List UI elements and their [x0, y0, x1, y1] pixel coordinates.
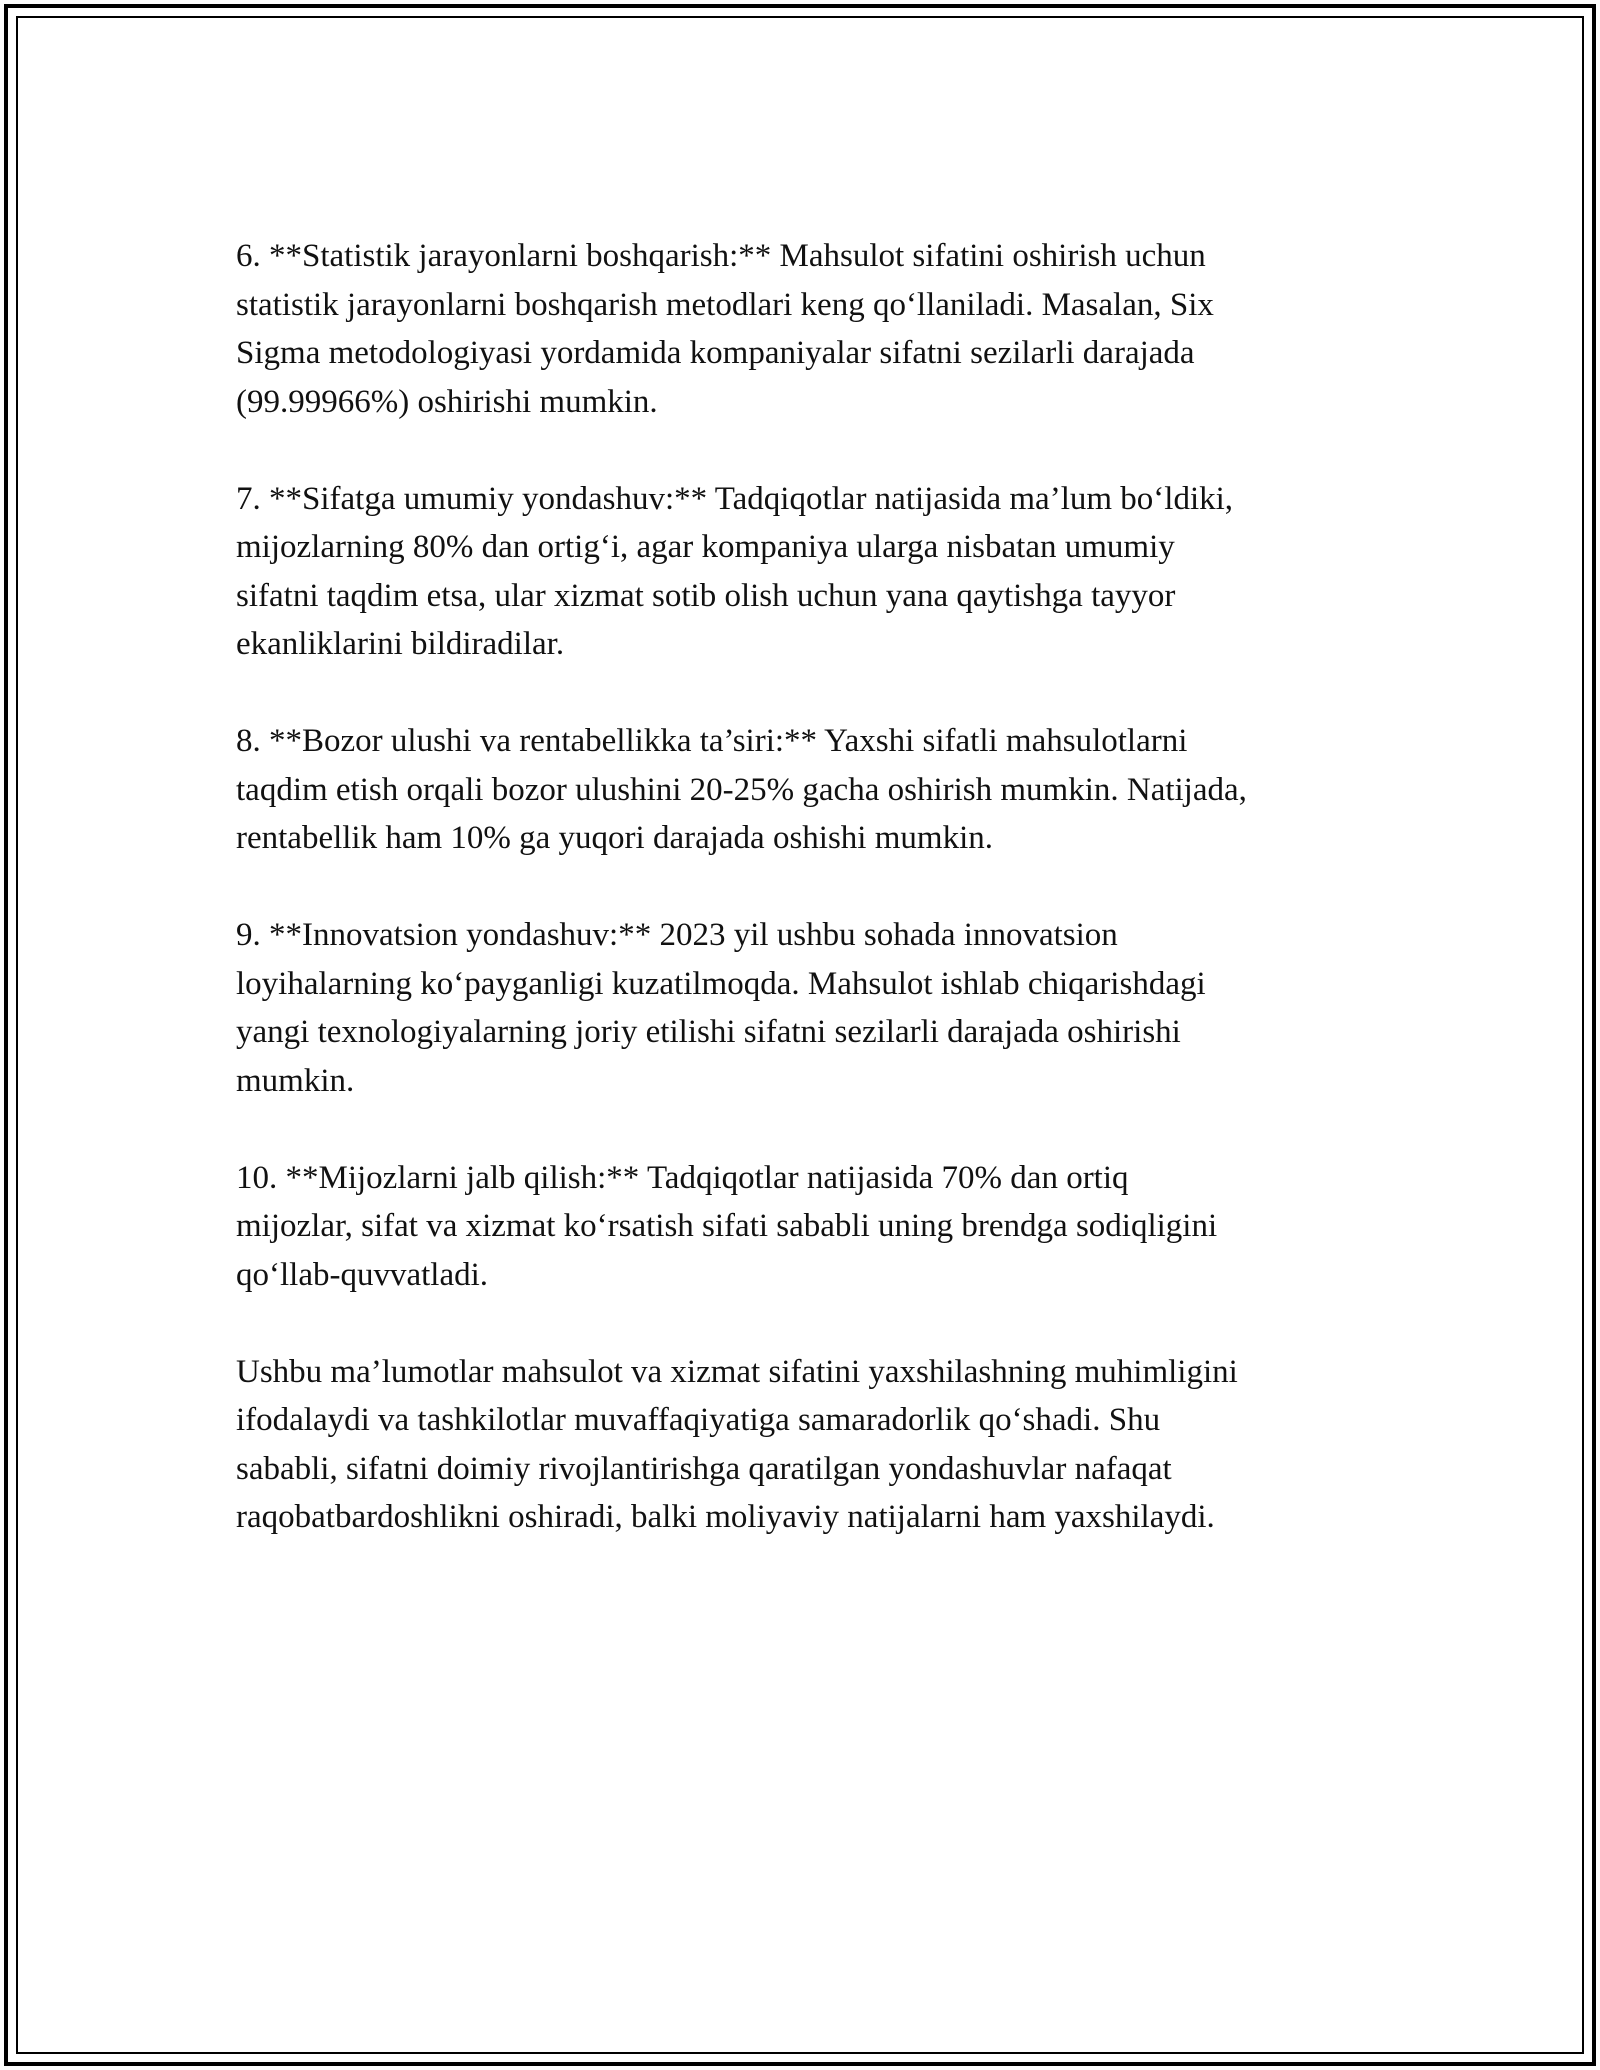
paragraph-conclusion: Ushbu ma’lumotlar mahsulot va xizmat sifatini yaxshilashning muhimligini ifodalaydi va tashkilotlar muvaffaqiyatiga samaradorlik qo‘shadi. Shu sababli, sifatni doimiy rivojlantirishga qaratilgan yondashuvlar nafaqat raqobatbardoshlikni oshiradi, balki moliyaviy natijalarni ham yaxshilaydi. — [236, 1353, 1238, 1535]
paragraph-innovative-approach: 9. **Innovatsion yondashuv:** 2023 yil ushbu sohada innovatsion loyihalarning ko‘payganligi kuzatilmoqda. Mahsulot ishlab chiqarishdagi yangi texnologiyalarning joriy etilishi sifatni sezilarli darajada oshirishi mumkin. — [236, 917, 1206, 1099]
paragraph-customer-attraction: 10. **Mijozlarni jalb qilish:** Tadqiqotlar natijasida 70% dan ortiq mijozlar, sifat va xizmat ko‘rsatish sifati sababli uning brendga sodiqligini qo‘llab-quvvatladi. — [236, 1159, 1218, 1293]
paragraph-market-share-profitability: 8. **Bozor ulushi va rentabellikka ta’siri:** Yaxshi sifatli mahsulotlarni taqdim etish orqali bozor ulushini 20-25% gacha oshirish mumkin. Natijada, rentabellik ham 10% ga yuqori darajada oshishi mumkin. — [236, 723, 1247, 856]
document-body — [236, 232, 1376, 1590]
paragraph-statistical-process-control: 6. **Statistik jarayonlarni boshqarish:** Mahsulot sifatini oshirish uchun statistik jarayonlarni boshqarish metodlari keng qo‘llaniladi. Masalan, Six Sigma metodologiyasi yordamida kompaniyalar sifatni sezilarli darajada (99.99966%) oshirishi mumkin. — [236, 238, 1214, 420]
paragraph-general-quality-approach: 7. **Sifatga umumiy yondashuv:** Tadqiqotlar natijasida ma’lum bo‘ldiki, mijozlarning 80% dan ortig‘i, agar kompaniya ularga nisbatan umumiy sifatni taqdim etsa, ular xizmat sotib olish uchun yana qaytishga tayyor ekanliklarini bildiradilar. — [236, 480, 1234, 662]
